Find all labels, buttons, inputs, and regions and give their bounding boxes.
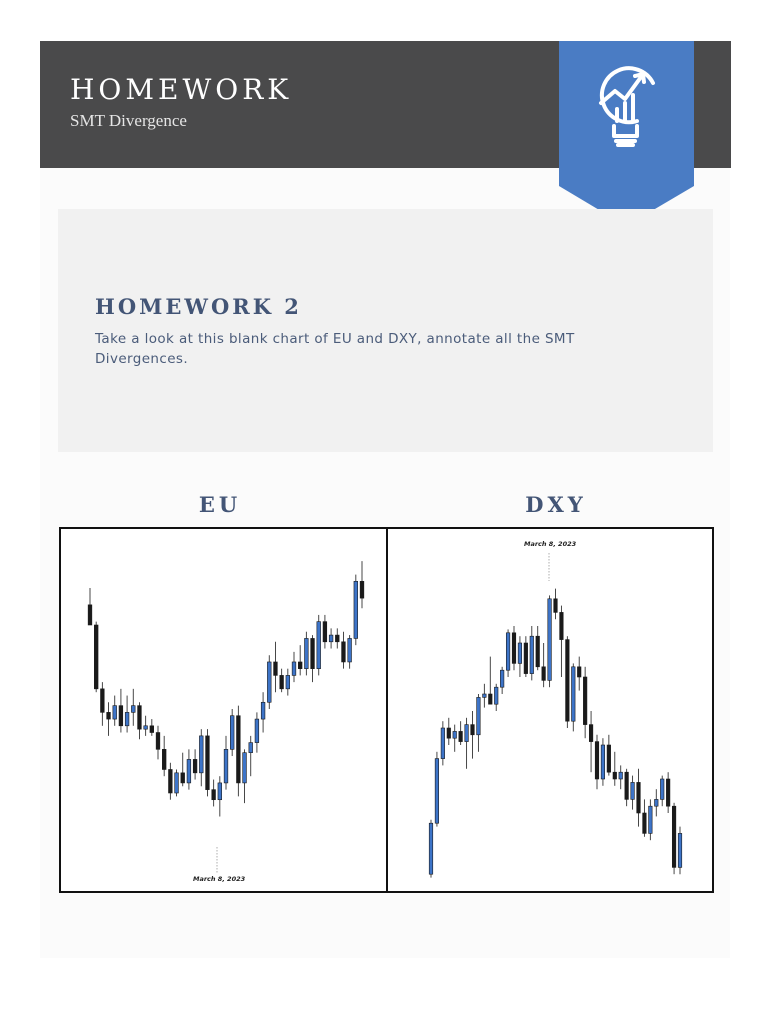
eu-candle-body bbox=[267, 662, 271, 702]
eu-candle bbox=[360, 561, 364, 608]
eu-candle-body bbox=[354, 581, 358, 638]
dxy-candle bbox=[500, 667, 504, 694]
eu-candle bbox=[181, 753, 185, 787]
dxy-candle-body bbox=[542, 667, 546, 681]
eu-candle bbox=[243, 749, 247, 803]
eu-candle bbox=[175, 769, 179, 796]
eu-candle bbox=[94, 622, 98, 693]
dxy-candle-body bbox=[524, 643, 528, 674]
dxy-candle-body bbox=[435, 759, 439, 824]
dxy-candle bbox=[625, 769, 629, 806]
eu-candle-body bbox=[280, 675, 284, 688]
dxy-candle bbox=[489, 657, 493, 705]
eu-candle bbox=[280, 669, 284, 693]
dxy-candle-body bbox=[429, 823, 433, 874]
eu-candle bbox=[311, 635, 315, 682]
eu-candle-body bbox=[237, 716, 241, 783]
eu-chart bbox=[59, 527, 388, 893]
eu-candle bbox=[101, 682, 105, 726]
eu-candle bbox=[286, 669, 290, 696]
eu-candle bbox=[156, 726, 160, 760]
dxy-candle-body bbox=[678, 833, 682, 867]
eu-candle bbox=[138, 702, 142, 739]
dxy-candle bbox=[435, 752, 439, 827]
dxy-candle-body bbox=[660, 779, 664, 799]
dxy-candle bbox=[655, 789, 659, 816]
dxy-chart bbox=[386, 527, 714, 893]
eu-candle bbox=[125, 696, 129, 733]
eu-candle-body bbox=[150, 726, 154, 733]
eu-candle bbox=[199, 729, 203, 786]
eu-candle bbox=[237, 706, 241, 797]
dxy-candle bbox=[678, 827, 682, 875]
dxy-candle bbox=[447, 718, 451, 745]
dxy-candle bbox=[459, 721, 463, 745]
eu-candle bbox=[317, 615, 321, 675]
dxy-candle-body bbox=[649, 806, 653, 833]
dxy-candle bbox=[548, 595, 552, 687]
eu-candle-body bbox=[212, 790, 216, 800]
eu-candle bbox=[292, 652, 296, 682]
dxy-candle-body bbox=[643, 813, 647, 833]
dxy-candle bbox=[494, 684, 498, 711]
dxy-chart-title: DXY bbox=[525, 492, 587, 517]
dxy-candle bbox=[441, 721, 445, 765]
eu-candle bbox=[169, 763, 173, 800]
eu-candle-body bbox=[255, 719, 259, 743]
dxy-candle bbox=[619, 765, 623, 789]
eu-candle bbox=[212, 780, 216, 807]
dxy-candle-body bbox=[607, 745, 611, 772]
dxy-candle bbox=[518, 636, 522, 677]
dxy-candle-body bbox=[530, 636, 534, 673]
eu-candle-body bbox=[94, 625, 98, 689]
eu-candle bbox=[230, 709, 234, 756]
dxy-candles bbox=[388, 529, 712, 891]
eu-candle-body bbox=[156, 733, 160, 750]
eu-candle bbox=[342, 632, 346, 669]
dxy-candle-body bbox=[500, 670, 504, 687]
eu-candle bbox=[88, 588, 92, 625]
eu-candle bbox=[348, 635, 352, 669]
eu-candle-body bbox=[187, 759, 191, 783]
eu-candle bbox=[335, 628, 339, 648]
eu-candle-body bbox=[119, 706, 123, 726]
dxy-candle-body bbox=[666, 779, 670, 806]
eu-candle bbox=[162, 736, 166, 776]
dxy-candle-body bbox=[672, 806, 676, 867]
eu-candle bbox=[249, 736, 253, 776]
eu-candle bbox=[261, 692, 265, 732]
dxy-candle bbox=[506, 629, 510, 677]
eu-candle-body bbox=[249, 743, 253, 753]
eu-candle bbox=[218, 776, 222, 816]
dxy-candle bbox=[536, 626, 540, 670]
eu-candle-body bbox=[162, 749, 166, 769]
dxy-candle-body bbox=[477, 697, 481, 734]
eu-candle bbox=[329, 628, 333, 648]
eu-candle-body bbox=[298, 662, 302, 669]
eu-candle-body bbox=[206, 736, 210, 790]
dxy-candle bbox=[560, 606, 564, 677]
dxy-candle-body bbox=[625, 772, 629, 799]
page-title: HOMEWORK bbox=[70, 73, 293, 106]
dxy-candle-body bbox=[512, 633, 516, 664]
eu-candle-body bbox=[323, 622, 327, 642]
dxy-date-annotation: March 8, 2023 bbox=[524, 540, 577, 548]
eu-candle-body bbox=[224, 749, 228, 783]
dxy-candle-body bbox=[589, 725, 593, 742]
dxy-candle bbox=[572, 663, 576, 731]
eu-candle-body bbox=[138, 706, 142, 730]
eu-candle bbox=[354, 575, 358, 646]
dxy-candle-body bbox=[601, 745, 605, 779]
dxy-candle-body bbox=[548, 599, 552, 681]
eu-candle bbox=[193, 749, 197, 779]
logo-ribbon bbox=[559, 41, 694, 226]
eu-candle-body bbox=[107, 712, 111, 719]
eu-candle-body bbox=[317, 622, 321, 669]
dxy-candle bbox=[660, 776, 664, 807]
eu-candle bbox=[187, 749, 191, 789]
eu-candle bbox=[224, 736, 228, 790]
dxy-candle-body bbox=[583, 677, 587, 725]
eu-candle-body bbox=[335, 635, 339, 642]
eu-candle-body bbox=[342, 642, 346, 662]
dxy-candle-body bbox=[441, 728, 445, 759]
dxy-candle-body bbox=[447, 728, 451, 738]
dxy-candle-body bbox=[453, 731, 457, 738]
eu-candle-body bbox=[292, 662, 296, 675]
dxy-candle bbox=[465, 718, 469, 769]
dxy-candle bbox=[601, 738, 605, 786]
page-subtitle: SMT Divergence bbox=[70, 111, 187, 130]
dxy-candle-body bbox=[471, 725, 475, 735]
eu-candle bbox=[298, 645, 302, 675]
eu-candle-body bbox=[199, 736, 203, 773]
dxy-candle bbox=[672, 803, 676, 874]
dxy-candle bbox=[566, 636, 570, 728]
eu-candle bbox=[119, 689, 123, 733]
dxy-candle bbox=[530, 626, 534, 680]
dxy-candle-body bbox=[577, 667, 581, 677]
eu-date-annotation: March 8, 2023 bbox=[193, 875, 246, 883]
eu-candle-body bbox=[88, 605, 92, 625]
eu-candle-body bbox=[218, 783, 222, 800]
dxy-candle-body bbox=[554, 599, 558, 613]
eu-candle-body bbox=[348, 638, 352, 662]
eu-candle-body bbox=[144, 726, 148, 729]
dxy-candle bbox=[577, 657, 581, 691]
eu-candle-body bbox=[243, 753, 247, 783]
eu-candle-body bbox=[274, 662, 278, 675]
eu-candle-body bbox=[169, 769, 173, 793]
eu-candle-body bbox=[125, 712, 129, 725]
eu-candles bbox=[61, 529, 386, 891]
dxy-candle-body bbox=[595, 742, 599, 779]
eu-candle bbox=[144, 716, 148, 736]
dxy-candle bbox=[512, 626, 516, 670]
eu-candle bbox=[206, 729, 210, 796]
dxy-candle bbox=[554, 589, 558, 620]
eu-candle bbox=[150, 719, 154, 736]
dxy-candle bbox=[524, 636, 528, 677]
dxy-candle bbox=[429, 820, 433, 878]
dxy-candle bbox=[542, 643, 546, 687]
dxy-candle-body bbox=[619, 772, 623, 779]
dxy-candle-body bbox=[637, 782, 641, 813]
dxy-candle-body bbox=[572, 667, 576, 721]
eu-candle-body bbox=[360, 581, 364, 598]
dxy-candle-body bbox=[536, 636, 540, 667]
eu-candle-body bbox=[286, 675, 290, 688]
dxy-candle bbox=[453, 725, 457, 752]
dxy-candle bbox=[583, 667, 587, 738]
dxy-candle bbox=[589, 711, 593, 772]
dxy-candle bbox=[666, 772, 670, 813]
dxy-candle-body bbox=[465, 725, 469, 742]
eu-candle-body bbox=[305, 638, 309, 668]
dxy-candle-body bbox=[483, 694, 487, 697]
eu-candle-body bbox=[311, 638, 315, 668]
dxy-candle-body bbox=[655, 799, 659, 806]
dxy-candle bbox=[477, 694, 481, 752]
dxy-candle bbox=[613, 752, 617, 786]
dxy-candle-body bbox=[489, 694, 493, 704]
eu-candle bbox=[113, 696, 117, 726]
card-instructions: Take a look at this blank chart of EU and DXY, annotate all the SMT Divergences. bbox=[95, 331, 575, 367]
eu-candle-body bbox=[230, 716, 234, 750]
eu-candle bbox=[323, 615, 327, 649]
dxy-candle-body bbox=[518, 643, 522, 663]
eu-candle-body bbox=[261, 702, 265, 719]
dxy-candle-body bbox=[506, 633, 510, 670]
eu-candle bbox=[267, 655, 271, 709]
dxy-candle-body bbox=[613, 772, 617, 779]
homework-card bbox=[58, 209, 713, 452]
eu-candle bbox=[305, 632, 309, 676]
eu-candle-body bbox=[175, 773, 179, 793]
eu-candle bbox=[255, 712, 259, 752]
card-title: HOMEWORK 2 bbox=[95, 294, 302, 319]
eu-candle-body bbox=[101, 689, 105, 713]
dxy-candle bbox=[631, 776, 635, 810]
dxy-candle-body bbox=[560, 612, 564, 639]
dxy-candle bbox=[471, 711, 475, 759]
eu-candle-body bbox=[131, 706, 135, 713]
dxy-candle bbox=[483, 684, 487, 708]
dxy-candle bbox=[637, 769, 641, 827]
dxy-candle bbox=[643, 799, 647, 836]
dxy-candle-body bbox=[494, 687, 498, 704]
eu-candle-body bbox=[181, 773, 185, 783]
eu-candle-body bbox=[113, 706, 117, 719]
dxy-candle bbox=[649, 799, 653, 840]
dxy-candle-body bbox=[566, 640, 570, 722]
dxy-candle bbox=[595, 735, 599, 789]
eu-candle-body bbox=[193, 759, 197, 772]
eu-chart-title: EU bbox=[198, 492, 242, 517]
dxy-candle-body bbox=[631, 782, 635, 799]
eu-candle bbox=[274, 642, 278, 692]
dxy-candle-body bbox=[459, 731, 463, 741]
eu-candle bbox=[107, 702, 111, 736]
eu-candle bbox=[131, 689, 135, 726]
eu-candle-body bbox=[329, 635, 333, 642]
dxy-candle bbox=[607, 735, 611, 776]
